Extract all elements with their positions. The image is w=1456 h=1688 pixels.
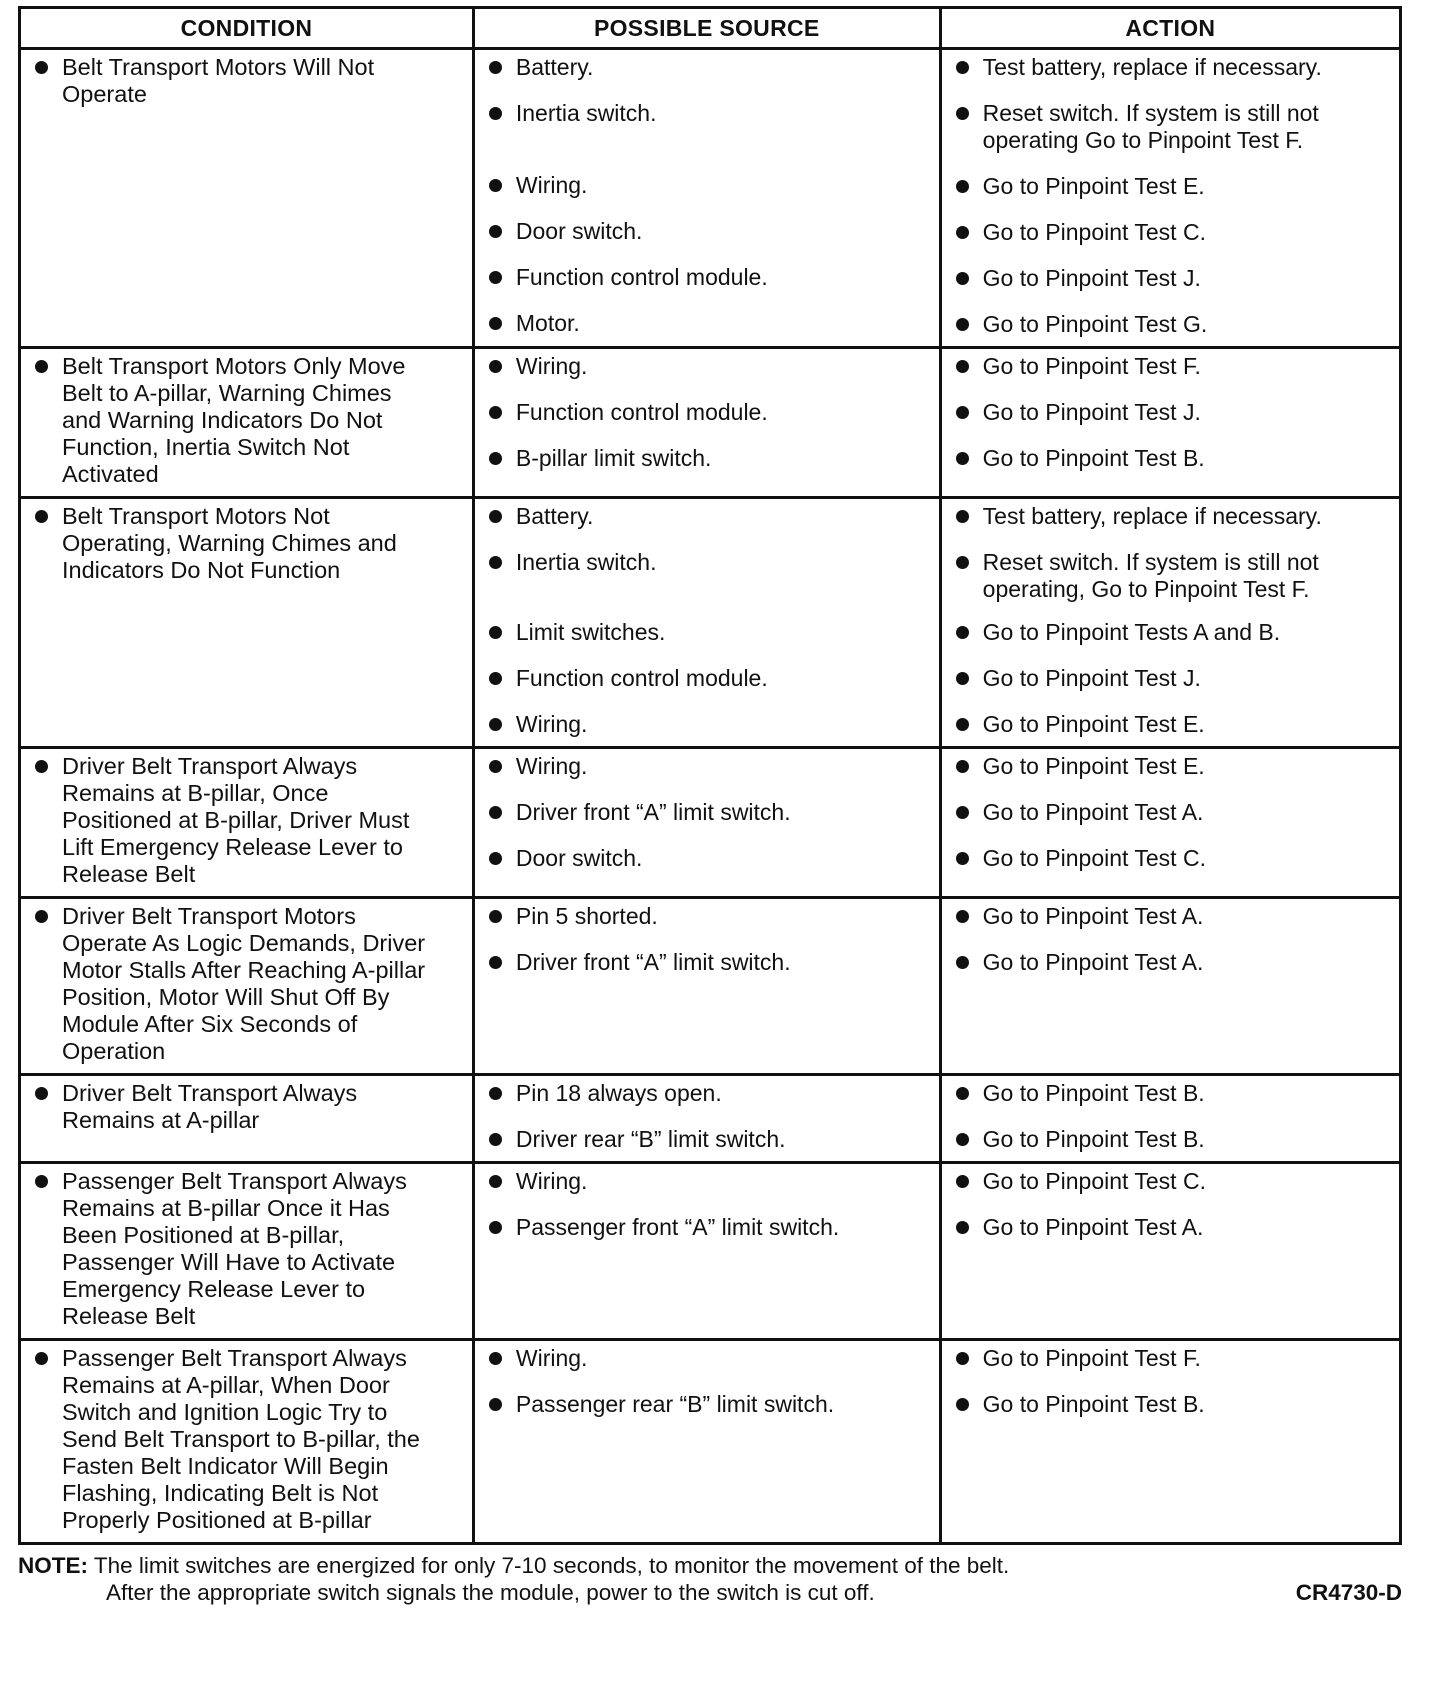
source-item xyxy=(487,310,933,337)
action-item-text: Go to Pinpoint Test G. xyxy=(982,311,1208,337)
bullet-icon xyxy=(489,910,502,923)
table-row xyxy=(20,1075,1401,1163)
bullet-icon xyxy=(35,1087,48,1100)
bullet-icon xyxy=(489,956,502,969)
action-item-text: Go to Pinpoint Test E. xyxy=(982,753,1205,779)
source-item xyxy=(487,1126,933,1153)
action-item-text: Test battery, replace if necessary. xyxy=(982,54,1322,80)
bullet-icon xyxy=(956,360,969,373)
action-item-text: Test battery, replace if necessary. xyxy=(982,503,1322,529)
condition-item-text: Belt Transport Motors Only Move Belt to A-pillar, Warning Chimes and Warning Indicators Do Not Function, Inertia Switch Not Activated xyxy=(62,353,406,487)
action-item xyxy=(954,799,1393,826)
action-item xyxy=(954,1126,1393,1153)
action-item xyxy=(954,549,1393,603)
condition-item xyxy=(33,1168,466,1330)
note-label: NOTE: xyxy=(18,1553,88,1578)
troubleshooting-document xyxy=(18,6,1402,1606)
source-item xyxy=(487,949,933,976)
bullet-icon xyxy=(956,1133,969,1146)
source-item-text: Motor. xyxy=(515,310,580,336)
bullet-icon xyxy=(489,556,502,569)
condition-cell xyxy=(20,1340,474,1544)
source-item-text: Driver rear “B” limit switch. xyxy=(515,1126,786,1152)
action-item xyxy=(954,353,1393,380)
bullet-icon xyxy=(956,1352,969,1365)
source-item xyxy=(487,1168,933,1195)
condition-cell xyxy=(20,498,474,748)
bullet-icon xyxy=(489,1352,502,1365)
source-item xyxy=(487,845,933,872)
action-item-text: Go to Pinpoint Test A. xyxy=(982,949,1204,975)
bullet-icon xyxy=(956,852,969,865)
bullet-icon xyxy=(956,672,969,685)
source-item-text: Passenger rear “B” limit switch. xyxy=(515,1391,835,1417)
source-item-text: Inertia switch. xyxy=(515,100,657,126)
bullet-icon xyxy=(489,452,502,465)
action-item xyxy=(954,1214,1393,1241)
condition-item xyxy=(33,1080,466,1134)
condition-item-text: Belt Transport Motors Will Not Operate xyxy=(62,54,375,107)
bullet-icon xyxy=(489,1398,502,1411)
bullet-icon xyxy=(956,1175,969,1188)
condition-cell xyxy=(20,1163,474,1340)
source-item xyxy=(487,1214,933,1241)
bullet-icon xyxy=(956,226,969,239)
bullet-icon xyxy=(35,1175,48,1188)
source-item xyxy=(487,218,933,245)
bullet-icon xyxy=(489,760,502,773)
condition-item-text: Passenger Belt Transport Always Remains at B-pillar Once it Has Been Positioned at B-pillar, Passenger Will Have to Activate Emergency Release Lever to Release Belt xyxy=(62,1168,407,1329)
bullet-icon xyxy=(956,806,969,819)
condition-item-text: Belt Transport Motors Not Operating, Warning Chimes and Indicators Do Not Function xyxy=(62,503,397,583)
source-item-text: Door switch. xyxy=(515,218,643,244)
table-row xyxy=(20,1163,1401,1340)
action-item-text: Go to Pinpoint Test F. xyxy=(982,1345,1201,1371)
source-cell xyxy=(473,49,940,348)
source-item-text: Wiring. xyxy=(515,1345,588,1371)
source-item xyxy=(487,1345,933,1372)
action-item xyxy=(954,1080,1393,1107)
bullet-icon xyxy=(489,1133,502,1146)
table-row xyxy=(20,348,1401,498)
action-item xyxy=(954,903,1393,930)
source-item-text: Wiring. xyxy=(515,353,588,379)
table-row xyxy=(20,1340,1401,1544)
table-row xyxy=(20,498,1401,748)
bullet-icon xyxy=(956,760,969,773)
bullet-icon xyxy=(956,107,969,120)
action-item xyxy=(954,619,1393,646)
action-item-text: Go to Pinpoint Test B. xyxy=(982,1391,1205,1417)
condition-cell xyxy=(20,748,474,898)
source-item-text: Function control module. xyxy=(515,399,768,425)
bullet-icon xyxy=(956,556,969,569)
condition-item xyxy=(33,1345,466,1534)
source-item-text: Wiring. xyxy=(515,753,588,779)
source-cell xyxy=(473,348,940,498)
action-cell xyxy=(940,1340,1400,1544)
table-row xyxy=(20,748,1401,898)
action-item xyxy=(954,173,1393,200)
bullet-icon xyxy=(956,452,969,465)
source-item-text: B-pillar limit switch. xyxy=(515,445,712,471)
source-cell xyxy=(473,498,940,748)
action-cell xyxy=(940,348,1400,498)
action-item-text: Go to Pinpoint Test E. xyxy=(982,173,1205,199)
source-item xyxy=(487,711,933,738)
action-item xyxy=(954,311,1393,338)
action-item-text: Go to Pinpoint Test B. xyxy=(982,1080,1205,1106)
condition-cell xyxy=(20,348,474,498)
action-item xyxy=(954,503,1393,530)
source-cell xyxy=(473,898,940,1075)
action-item-text: Go to Pinpoint Test A. xyxy=(982,1214,1204,1240)
bullet-icon xyxy=(489,317,502,330)
bullet-icon xyxy=(956,910,969,923)
source-item-text: Wiring. xyxy=(515,1168,588,1194)
bullet-icon xyxy=(35,61,48,74)
action-item xyxy=(954,711,1393,738)
bullet-icon xyxy=(956,406,969,419)
source-item xyxy=(487,445,933,472)
bullet-icon xyxy=(956,318,969,331)
table-body xyxy=(20,49,1401,1544)
bullet-icon xyxy=(956,626,969,639)
bullet-icon xyxy=(956,180,969,193)
bullet-icon xyxy=(489,107,502,120)
bullet-icon xyxy=(489,360,502,373)
bullet-icon xyxy=(489,1221,502,1234)
bullet-icon xyxy=(489,1087,502,1100)
action-cell xyxy=(940,898,1400,1075)
source-item-text: Battery. xyxy=(515,54,594,80)
bullet-icon xyxy=(35,1352,48,1365)
source-item xyxy=(487,665,933,692)
source-item-text: Function control module. xyxy=(515,264,768,290)
action-cell xyxy=(940,748,1400,898)
bullet-icon xyxy=(489,61,502,74)
action-item-text: Go to Pinpoint Test J. xyxy=(982,265,1201,291)
bullet-icon xyxy=(956,510,969,523)
action-item xyxy=(954,665,1393,692)
condition-item-text: Passenger Belt Transport Always Remains at A-pillar, When Door Switch and Ignition Logic Try to Send Belt Transport to B-pillar, the Fasten Belt Indicator Will Begin Flashing, Indicating Belt is Not Properly Positioned at B-pillar xyxy=(62,1345,420,1533)
bullet-icon xyxy=(489,852,502,865)
action-item xyxy=(954,1168,1393,1195)
condition-item xyxy=(33,503,466,584)
action-item-text: Go to Pinpoint Test E. xyxy=(982,711,1205,737)
bullet-icon xyxy=(489,626,502,639)
action-item xyxy=(954,1391,1393,1418)
source-item-text: Inertia switch. xyxy=(515,549,657,575)
bullet-icon xyxy=(489,510,502,523)
bullet-icon xyxy=(35,910,48,923)
table-row xyxy=(20,898,1401,1075)
source-item-text: Wiring. xyxy=(515,711,588,737)
source-item-text: Pin 5 shorted. xyxy=(515,903,658,929)
condition-item xyxy=(33,753,466,888)
source-item xyxy=(487,753,933,780)
bullet-icon xyxy=(489,672,502,685)
action-item-text: Go to Pinpoint Test J. xyxy=(982,665,1201,691)
bullet-icon xyxy=(35,360,48,373)
header-condition: CONDITION xyxy=(20,8,474,49)
bullet-icon xyxy=(956,1398,969,1411)
action-item xyxy=(954,949,1393,976)
source-item xyxy=(487,799,933,826)
condition-item xyxy=(33,353,466,488)
source-item xyxy=(487,353,933,380)
bullet-icon xyxy=(489,718,502,731)
source-cell xyxy=(473,1340,940,1544)
source-item xyxy=(487,903,933,930)
action-item xyxy=(954,445,1393,472)
source-item-text: Function control module. xyxy=(515,665,768,691)
condition-cell xyxy=(20,898,474,1075)
action-item-text: Go to Pinpoint Test J. xyxy=(982,399,1201,425)
footnote xyxy=(18,1552,1402,1606)
action-item xyxy=(954,1345,1393,1372)
bullet-icon xyxy=(489,1175,502,1188)
bullet-icon xyxy=(956,1087,969,1100)
bullet-icon xyxy=(956,61,969,74)
action-cell xyxy=(940,49,1400,348)
action-item xyxy=(954,845,1393,872)
note-line-2: After the appropriate switch signals the module, power to the switch is cut off. xyxy=(106,1580,875,1605)
action-cell xyxy=(940,1075,1400,1163)
action-item-text: Go to Pinpoint Tests A and B. xyxy=(982,619,1281,645)
condition-item-text: Driver Belt Transport Motors Operate As Logic Demands, Driver Motor Stalls After Reaching A-pillar Position, Motor Will Shut Off By Module After Six Seconds of Operation xyxy=(62,903,426,1064)
bullet-icon xyxy=(35,510,48,523)
source-item xyxy=(487,503,933,530)
action-item-text: Reset switch. If system is still not operating Go to Pinpoint Test F. xyxy=(982,100,1319,153)
condition-item-text: Driver Belt Transport Always Remains at A-pillar xyxy=(62,1080,358,1133)
source-item xyxy=(487,54,933,81)
condition-item xyxy=(33,54,466,108)
source-item-text: Driver front “A” limit switch. xyxy=(515,799,791,825)
source-item-text: Battery. xyxy=(515,503,594,529)
condition-item xyxy=(33,903,466,1065)
bullet-icon xyxy=(489,225,502,238)
source-item xyxy=(487,399,933,426)
action-item-text: Go to Pinpoint Test B. xyxy=(982,1126,1205,1152)
header-possible-source: POSSIBLE SOURCE xyxy=(473,8,940,49)
bullet-icon xyxy=(956,956,969,969)
action-item xyxy=(954,753,1393,780)
condition-cell xyxy=(20,49,474,348)
bullet-icon xyxy=(956,1221,969,1234)
action-item-text: Go to Pinpoint Test A. xyxy=(982,799,1204,825)
source-item xyxy=(487,549,933,576)
action-item-text: Go to Pinpoint Test C. xyxy=(982,1168,1206,1194)
action-item-text: Go to Pinpoint Test C. xyxy=(982,845,1206,871)
action-item-text: Go to Pinpoint Test B. xyxy=(982,445,1205,471)
source-item-text: Driver front “A” limit switch. xyxy=(515,949,791,975)
header-action: ACTION xyxy=(940,8,1400,49)
action-item-text: Go to Pinpoint Test F. xyxy=(982,353,1201,379)
source-item-text: Passenger front “A” limit switch. xyxy=(515,1214,840,1240)
source-item xyxy=(487,1391,933,1418)
source-item-text: Pin 18 always open. xyxy=(515,1080,722,1106)
diagnosis-table xyxy=(18,6,1402,1545)
source-cell xyxy=(473,1075,940,1163)
source-item-text: Door switch. xyxy=(515,845,643,871)
source-cell xyxy=(473,748,940,898)
source-item xyxy=(487,172,933,199)
bullet-icon xyxy=(956,272,969,285)
action-item xyxy=(954,54,1393,81)
bullet-icon xyxy=(35,760,48,773)
source-item-text: Wiring. xyxy=(515,172,588,198)
action-item xyxy=(954,219,1393,246)
action-item-text: Go to Pinpoint Test C. xyxy=(982,219,1206,245)
bullet-icon xyxy=(489,806,502,819)
action-cell xyxy=(940,1163,1400,1340)
action-item xyxy=(954,100,1393,154)
action-cell xyxy=(940,498,1400,748)
action-item-text: Reset switch. If system is still not operating, Go to Pinpoint Test F. xyxy=(982,549,1319,602)
action-item xyxy=(954,265,1393,292)
header-row xyxy=(20,8,1401,49)
note-line-1: The limit switches are energized for only 7-10 seconds, to monitor the movement of the belt. xyxy=(93,1553,1010,1578)
source-cell xyxy=(473,1163,940,1340)
bullet-icon xyxy=(489,406,502,419)
figure-code: CR4730-D xyxy=(1295,1580,1402,1605)
condition-item-text: Driver Belt Transport Always Remains at B-pillar, Once Positioned at B-pillar, Driver Must Lift Emergency Release Lever to Release Belt xyxy=(62,753,410,887)
bullet-icon xyxy=(489,179,502,192)
bullet-icon xyxy=(489,271,502,284)
source-item-text: Limit switches. xyxy=(515,619,666,645)
table-row xyxy=(20,49,1401,348)
action-item xyxy=(954,399,1393,426)
condition-cell xyxy=(20,1075,474,1163)
source-item xyxy=(487,619,933,646)
bullet-icon xyxy=(956,718,969,731)
source-item xyxy=(487,264,933,291)
source-item xyxy=(487,1080,933,1107)
source-item xyxy=(487,100,933,127)
action-item-text: Go to Pinpoint Test A. xyxy=(982,903,1204,929)
